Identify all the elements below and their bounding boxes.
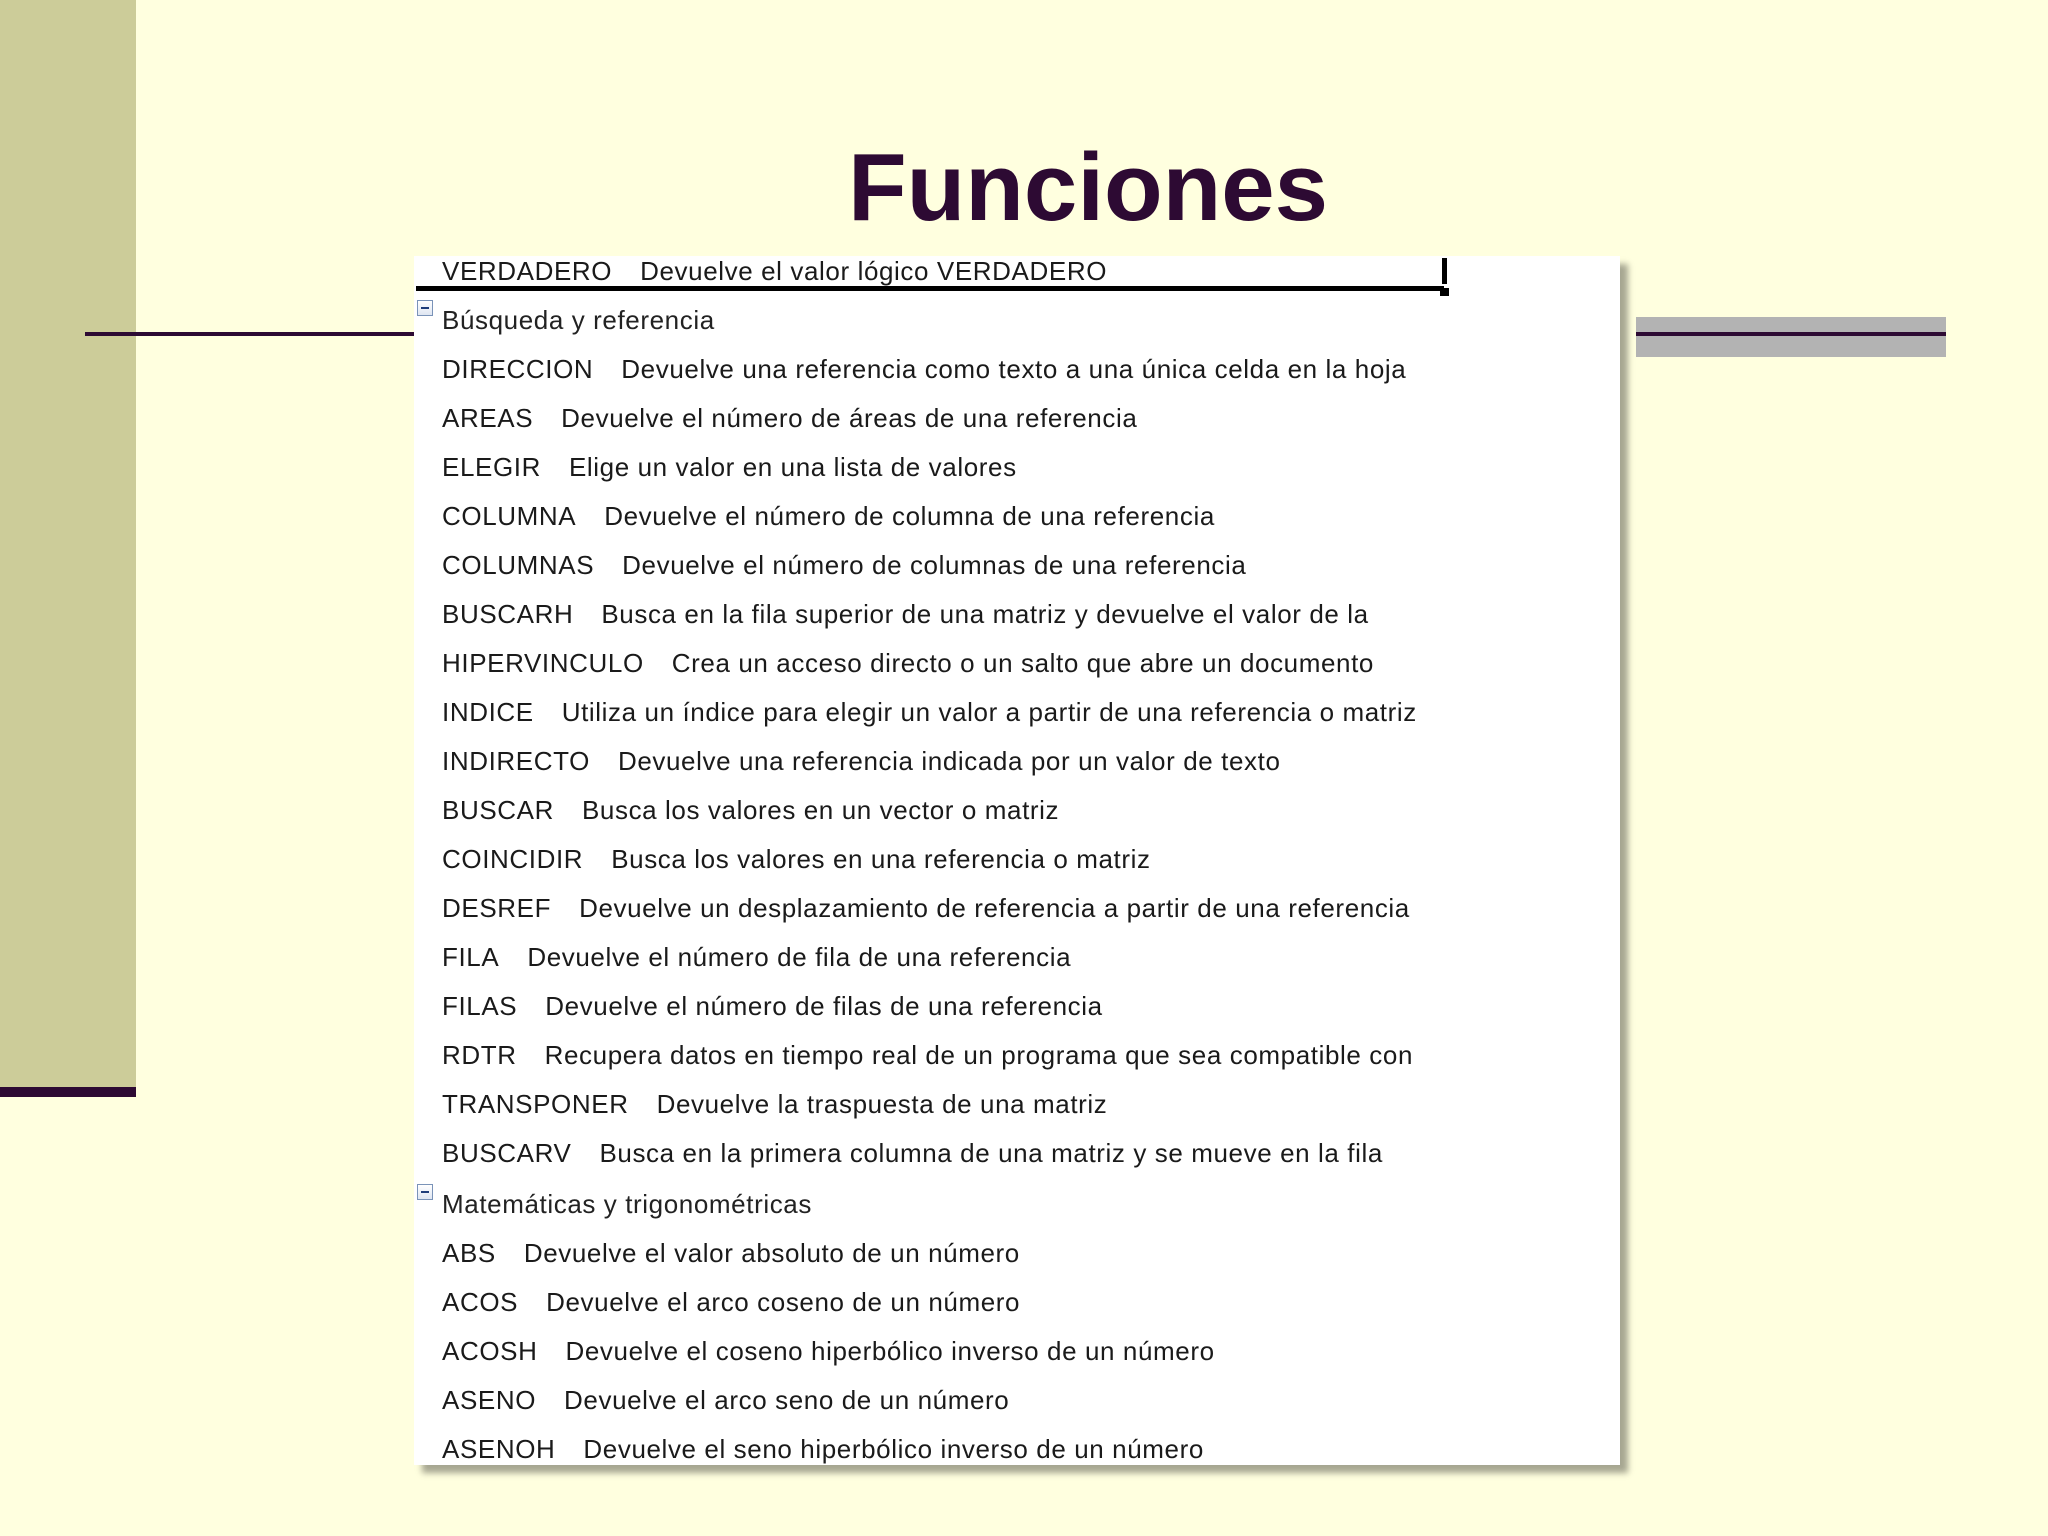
function-name: INDICE (442, 697, 534, 727)
function-name: HIPERVINCULO (442, 648, 644, 678)
function-name: ACOS (442, 1287, 519, 1317)
function-list-panel (414, 256, 1620, 1465)
title-rule-right (1636, 332, 1946, 336)
function-name: BUSCAR (442, 795, 554, 825)
function-description: Elige un valor en una lista de valores (568, 452, 1017, 482)
function-row[interactable] (442, 355, 1406, 404)
function-name: BUSCARH (442, 599, 574, 629)
function-description: Devuelve el seno hiperbólico inverso de un número (583, 1434, 1204, 1464)
function-name: INDIRECTO (442, 746, 590, 776)
function-description: Devuelve una referencia indicada por un valor de texto (617, 746, 1281, 776)
text-cursor-icon (1440, 258, 1448, 296)
category-matematicas-trigonometricas[interactable]: Matemáticas y trigonométricas (442, 1189, 812, 1219)
function-name: TRANSPONER (442, 1089, 629, 1119)
function-row[interactable] (442, 845, 1151, 894)
function-row[interactable] (442, 1435, 1204, 1465)
function-row[interactable] (442, 453, 1017, 502)
function-row[interactable] (442, 698, 1417, 747)
function-description: Devuelve el valor absoluto de un número (523, 1238, 1020, 1268)
function-name: COLUMNAS (442, 550, 595, 580)
function-name: AREAS (442, 403, 534, 433)
function-description: Devuelve el arco coseno de un número (546, 1287, 1021, 1317)
title-rule-left (85, 332, 420, 336)
left-accent-bar (0, 0, 136, 1087)
function-row[interactable] (442, 1041, 1413, 1090)
function-description: Utiliza un índice para elegir un valor a partir de una referencia o matriz (561, 697, 1417, 727)
function-description: Devuelve un desplazamiento de referencia a partir de una referencia (579, 893, 1410, 923)
function-row[interactable] (442, 600, 1369, 649)
function-description: Devuelve el número de áreas de una referencia (561, 403, 1138, 433)
function-row[interactable] (442, 1337, 1215, 1386)
function-row[interactable] (442, 1090, 1107, 1139)
function-name: FILA (442, 942, 500, 972)
function-description: Recupera datos en tiempo real de un programa que sea compatible con (544, 1040, 1414, 1070)
function-name: VERDADERO (442, 256, 613, 286)
function-description: Devuelve el número de columna de una referencia (604, 501, 1215, 531)
function-row[interactable] (442, 796, 1059, 845)
function-row[interactable] (442, 649, 1374, 698)
collapse-icon[interactable] (417, 1184, 433, 1200)
function-description: Devuelve el número de filas de una referencia (545, 991, 1103, 1021)
function-name: ASENOH (442, 1434, 556, 1464)
function-description: Crea un acceso directo o un salto que abre un documento (671, 648, 1374, 678)
function-description: Busca los valores en un vector o matriz (581, 795, 1060, 825)
function-description: Devuelve el arco seno de un número (564, 1385, 1010, 1415)
function-name: DESREF (442, 893, 552, 923)
title-rule-right-band (1636, 317, 1946, 357)
function-name: RDTR (442, 1040, 517, 1070)
function-row[interactable] (442, 992, 1103, 1041)
function-description: Devuelve el valor lógico VERDADERO (640, 256, 1108, 286)
function-row[interactable] (442, 894, 1410, 943)
function-name: ACOSH (442, 1336, 538, 1366)
slide-title: Funciones (848, 134, 1329, 241)
function-row[interactable] (442, 1288, 1020, 1337)
function-description: Devuelve la traspuesta de una matriz (656, 1089, 1108, 1119)
function-row[interactable] (442, 1139, 1383, 1188)
function-row[interactable] (442, 1386, 1009, 1435)
function-description: Devuelve el número de columnas de una referencia (622, 550, 1247, 580)
collapse-icon[interactable] (417, 300, 433, 316)
function-name: COLUMNA (442, 501, 577, 531)
function-name: DIRECCION (442, 354, 594, 384)
function-row[interactable] (442, 747, 1281, 796)
function-description: Devuelve el coseno hiperbólico inverso de un número (565, 1336, 1215, 1366)
function-name: ABS (442, 1238, 496, 1268)
function-name: ELEGIR (442, 452, 541, 482)
function-name: BUSCARV (442, 1138, 572, 1168)
category-busqueda-referencia[interactable]: Búsqueda y referencia (442, 305, 715, 335)
function-row[interactable] (442, 1239, 1020, 1288)
function-name: ASENO (442, 1385, 537, 1415)
left-accent-bar-base (0, 1087, 136, 1097)
function-row[interactable] (442, 551, 1246, 600)
function-row[interactable] (442, 943, 1071, 992)
function-description: Busca en la primera columna de una matriz y se mueve en la fila (599, 1138, 1383, 1168)
function-description: Devuelve una referencia como texto a una única celda en la hoja (621, 354, 1407, 384)
function-row[interactable] (442, 502, 1215, 551)
function-row-verdadero[interactable] (442, 257, 1107, 306)
function-row[interactable] (442, 404, 1137, 453)
function-description: Devuelve el número de fila de una referencia (527, 942, 1072, 972)
function-name: COINCIDIR (442, 844, 584, 874)
function-name: FILAS (442, 991, 518, 1021)
function-description: Busca en la fila superior de una matriz y devuelve el valor de la (601, 599, 1369, 629)
function-description: Busca los valores en una referencia o matriz (611, 844, 1151, 874)
